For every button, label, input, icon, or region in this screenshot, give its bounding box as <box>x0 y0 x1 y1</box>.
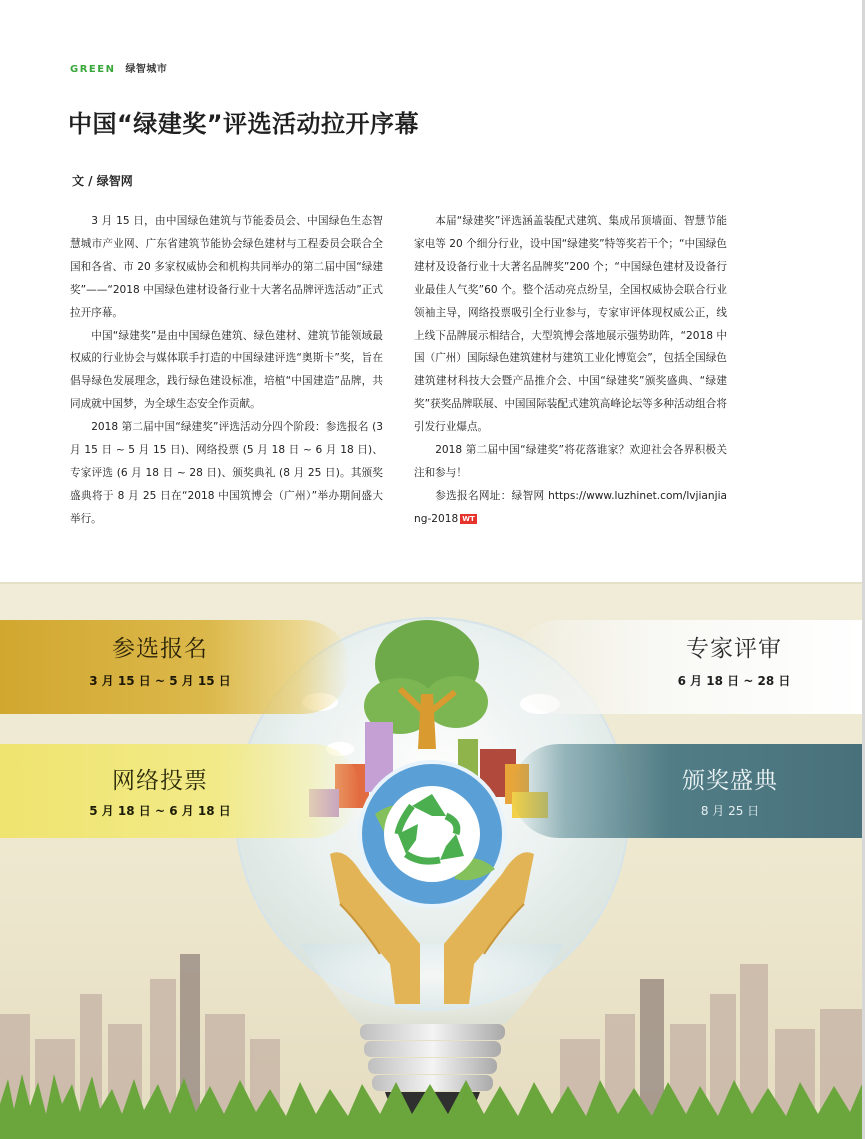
end-mark-badge: WT <box>462 514 475 523</box>
signup-url-text: 参选报名网址：绿智网 https://www.luzhinet.com/lvjianjiang-2018 <box>414 489 727 525</box>
recycle-icon <box>384 786 480 882</box>
timeline-stage-signup <box>0 620 350 714</box>
article-title: 中国“绿建奖”评选活动拉开序幕 <box>68 110 420 138</box>
stage-date: 5 月 18 日 ~ 6 月 18 日 <box>89 804 231 818</box>
stage-date: 6 月 18 日 ~ 28 日 <box>677 674 791 688</box>
timeline-stage-voting <box>0 744 360 838</box>
timeline-stage-review <box>512 620 862 714</box>
stage-title: 参选报名 <box>112 636 208 662</box>
paragraph: 2018 第二届中国“绿建奖”评选活动分四个阶段：参选报名 (3 月 15 日 ~ 5 月 15 日)、网络投票 (5 月 18 日 ~ 6 月 18 日)、专家评选 (6 月 18 日 ~ 28 日)、颁奖典礼 (8 月 25 日)。其颁奖盛典将于 8 月 25 日在“2018 中国筑博会（广州）”举办期间盛大举行。 <box>70 421 383 525</box>
paragraph: 中国“绿建奖”是由中国绿色建筑、绿色建材、建筑节能领域最权威的行业协会与媒体联手打造的中国绿建评选“奥斯卡”奖，旨在倡导绿色发展理念，践行绿色建设标准，培植“中国建造”品牌，共同成就中国梦，为全球生态安全作贡献。 <box>70 329 383 411</box>
paragraph: 本届“绿建奖”评选涵盖装配式建筑、集成吊顶墙面、智慧节能家电等 20 个细分行业，设中国“绿建奖”特等奖若干个；“中国绿色建材及设备行业十大著名品牌奖”200 个；“中国绿色建材及设备行业最佳人气奖”60 个。整个活动亮点纷呈，全国权威协会联合行业领袖主导，网络投票吸引全行业参与，专家审评体现权威公正，线上线下品牌展示相结合，大型筑博会落地展示强势助阵，“2018 中国（广州）国际绿色建筑建材与建筑工业化博览会”，包括全国绿色建筑建材科技大会暨产品推介会、中国“绿建奖”颁奖盛典、“绿建奖”获奖品牌联展、中国国际装配式建筑高峰论坛等多种活动组合将引发行业爆点。 <box>414 215 727 434</box>
section-tag <box>70 60 167 75</box>
stage-date: 8 月 25 日 <box>700 804 760 818</box>
signup-paragraph <box>414 485 727 531</box>
stage-title: 网络投票 <box>112 768 208 794</box>
paragraph: 2018 第二届中国“绿建奖”将花落谁家？欢迎社会各界积极关注和参与！ <box>414 444 727 479</box>
article-column-left <box>70 210 383 531</box>
section-tag-cn: 绿智城市 <box>125 64 168 75</box>
article-column-right <box>414 210 727 531</box>
stage-date: 3 月 15 日 ~ 5 月 15 日 <box>89 674 231 688</box>
stage-title: 专家评审 <box>686 636 782 662</box>
timeline-stage-ceremony <box>512 744 862 838</box>
byline: 文 / 绿智网 <box>72 174 133 188</box>
timeline-infographic <box>0 584 862 1139</box>
paragraph: 3 月 15 日，由中国绿色建筑与节能委员会、中国绿色生态智慧城市产业网、广东省建筑节能协会绿色建材与工程委员会联合全国和各省、市 20 多家权威协会和机构共同举办的第二届中国“绿建奖”——“2018 中国绿色建材设备行业十大著名品牌评选活动”正式拉开序幕。 <box>70 215 383 319</box>
section-tag-en: GREEN <box>70 64 116 75</box>
stage-title: 颁奖盛典 <box>682 768 778 794</box>
